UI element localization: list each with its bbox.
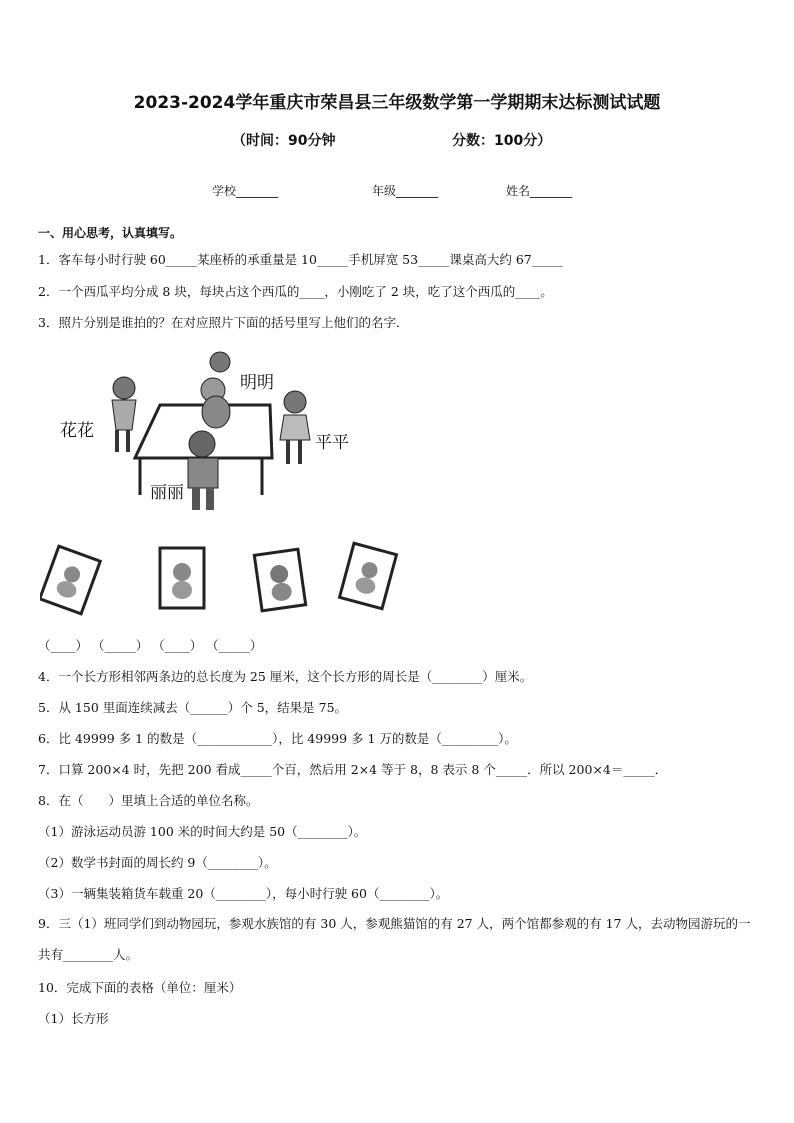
question-7: 7．口算 200×4 时，先把 200 看成_____个百，然后用 2×4 等于 8，8 表示 8 个_____．所以 200×4＝_____． [38, 762, 668, 777]
label-mingming: 明明 [240, 373, 274, 393]
question-10-1: （1）长方形 [38, 1011, 109, 1026]
monkey-photos-image [40, 540, 400, 620]
question-8: 8．在（ ）里填上合适的单位名称。 [38, 793, 259, 808]
question-3-blanks: （____） （_____） （____） （_____） [38, 638, 263, 653]
school-field: 学校_______ [212, 184, 279, 198]
scene-illustration [40, 340, 400, 524]
label-pingping: 平平 [315, 433, 349, 453]
question-5: 5．从 150 里面连续减去（______）个 5，结果是 75。 [38, 700, 348, 715]
question-8-2: （2）数学书封面的周长约 9（________）。 [38, 855, 277, 870]
question-3: 3．照片分别是谁拍的？在对应照片下面的括号里写上他们的名字． [38, 315, 409, 330]
question-8-3: （3）一辆集装箱货车载重 20（________），每小时行驶 60（________）。 [38, 886, 449, 901]
question-9: 9．三（1）班同学们到动物园玩，参观水族馆的有 30 人，参观熊猫馆的有 27 人，两个馆都参观的有 17 人，去动物园游玩的一共有________人。 [38, 916, 751, 962]
question-6: 6．比 49999 多 1 的数是（____________），比 49999 多 1 万的数是（_________）。 [38, 731, 517, 746]
question-1: 1．客车每小时行驶 60_____某座桥的承重量是 10_____手机屏宽 53_____课桌高大约 67_____ [38, 252, 563, 267]
label-lili: 丽丽 [150, 483, 184, 503]
exam-score: 分数：100分） [452, 133, 552, 149]
name-field: 姓名_______ [506, 184, 573, 198]
question-4: 4．一个长方形相邻两条边的总长度为 25 厘米，这个长方形的周长是（________）厘米。 [38, 669, 533, 684]
grade-field: 年级_______ [372, 184, 439, 198]
page-title: 2023-2024学年重庆市荣昌县三年级数学第一学期期末达标测试试题 [133, 93, 661, 113]
question-8-1: （1）游泳运动员游 100 米的时间大约是 50（________）。 [38, 824, 367, 839]
question-10: 10．完成下面的表格（单位：厘米） [38, 980, 242, 995]
label-huahua: 花花 [60, 421, 94, 441]
exam-time: （时间：90分钟 [232, 133, 336, 149]
photo-row [40, 540, 400, 624]
section-heading: 一、用心思考，认真填写。 [38, 226, 183, 240]
question-2: 2．一个西瓜平均分成 8 块，每块占这个西瓜的____，小刚吃了 2 块，吃了这个西瓜的____。 [38, 284, 553, 299]
